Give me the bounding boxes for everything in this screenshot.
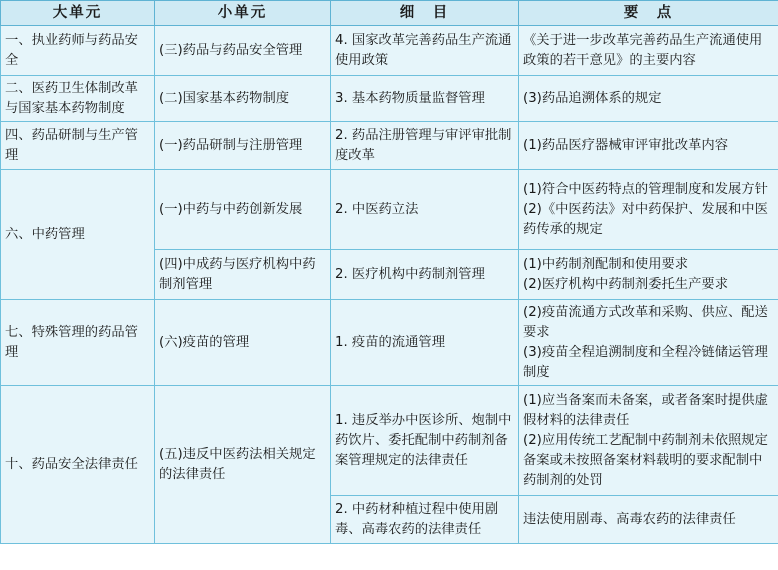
major-unit-cell: 六、中药管理 — [1, 170, 155, 300]
major-unit-cell: 二、医药卫生体制改革与国家基本药物制度 — [1, 76, 155, 122]
table-row — [1, 122, 778, 170]
header-row — [1, 1, 778, 26]
table-row — [1, 76, 778, 122]
header-item: 细 目 — [331, 1, 519, 26]
key-point: (2)《中医药法》对中药保护、发展和中医药传承的规定 — [523, 201, 768, 237]
item-cell: 1. 违反举办中医诊所、炮制中药饮片、委托配制中药制剂备案管理规定的法律责任 — [331, 386, 519, 496]
key-point: (2)应用传统工艺配制中药制剂未依照规定备案或未按照备案材料载明的要求配制中药制剂的处罚 — [523, 432, 768, 488]
minor-unit-cell: (一)中药与中药创新发展 — [155, 170, 331, 250]
minor-unit-cell: (三)药品与药品安全管理 — [155, 26, 331, 76]
table-row — [1, 386, 778, 496]
minor-unit-cell: (四)中成药与医疗机构中药制剂管理 — [155, 250, 331, 300]
points-cell — [519, 300, 778, 386]
minor-unit-cell: (五)违反中医药法相关规定的法律责任 — [155, 386, 331, 544]
key-point: 《关于进一步改革完善药品生产流通使用政策的若干意见》的主要内容 — [523, 32, 763, 68]
item-cell: 2. 药品注册管理与审评审批制度改革 — [331, 122, 519, 170]
points-cell — [519, 26, 778, 76]
table-row — [1, 300, 778, 386]
header-minor-unit: 小单元 — [155, 1, 331, 26]
points-cell — [519, 496, 778, 544]
key-point: (1)应当备案而未备案，或者备案时提供虚假材料的法律责任 — [523, 392, 768, 428]
major-unit-cell: 十、药品安全法律责任 — [1, 386, 155, 544]
major-unit-cell: 四、药品研制与生产管理 — [1, 122, 155, 170]
major-unit-cell: 七、特殊管理的药品管理 — [1, 300, 155, 386]
item-cell: 1. 疫苗的流通管理 — [331, 300, 519, 386]
item-cell: 3. 基本药物质量监督管理 — [331, 76, 519, 122]
points-cell — [519, 250, 778, 300]
points-cell — [519, 76, 778, 122]
item-cell: 2. 中药材种植过程中使用剧毒、高毒农药的法律责任 — [331, 496, 519, 544]
table-row — [1, 170, 778, 250]
header-major-unit: 大单元 — [1, 1, 155, 26]
item-cell: 2. 医疗机构中药制剂管理 — [331, 250, 519, 300]
table-row — [1, 26, 778, 76]
points-cell — [519, 122, 778, 170]
item-cell: 2. 中医药立法 — [331, 170, 519, 250]
minor-unit-cell: (六)疫苗的管理 — [155, 300, 331, 386]
key-point: (3)药品追溯体系的规定 — [523, 90, 662, 106]
points-cell — [519, 170, 778, 250]
minor-unit-cell: (二)国家基本药物制度 — [155, 76, 331, 122]
key-point: (1)中药制剂配制和使用要求 — [523, 256, 689, 272]
key-point: (1)符合中医药特点的管理制度和发展方针 — [523, 181, 768, 197]
key-point: 违法使用剧毒、高毒农药的法律责任 — [523, 511, 736, 527]
item-cell: 4. 国家改革完善药品生产流通使用政策 — [331, 26, 519, 76]
header-key-points: 要 点 — [519, 1, 778, 26]
minor-unit-cell: (一)药品研制与注册管理 — [155, 122, 331, 170]
key-point: (2)疫苗流通方式改革和采购、供应、配送要求 — [523, 304, 768, 340]
points-cell — [519, 386, 778, 496]
major-unit-cell: 一、执业药师与药品安全 — [1, 26, 155, 76]
key-point: (1)药品医疗器械审评审批改革内容 — [523, 137, 728, 153]
key-point: (2)医疗机构中药制剂委托生产要求 — [523, 276, 728, 292]
key-point: (3)疫苗全程追溯制度和全程冷链储运管理制度 — [523, 344, 768, 380]
